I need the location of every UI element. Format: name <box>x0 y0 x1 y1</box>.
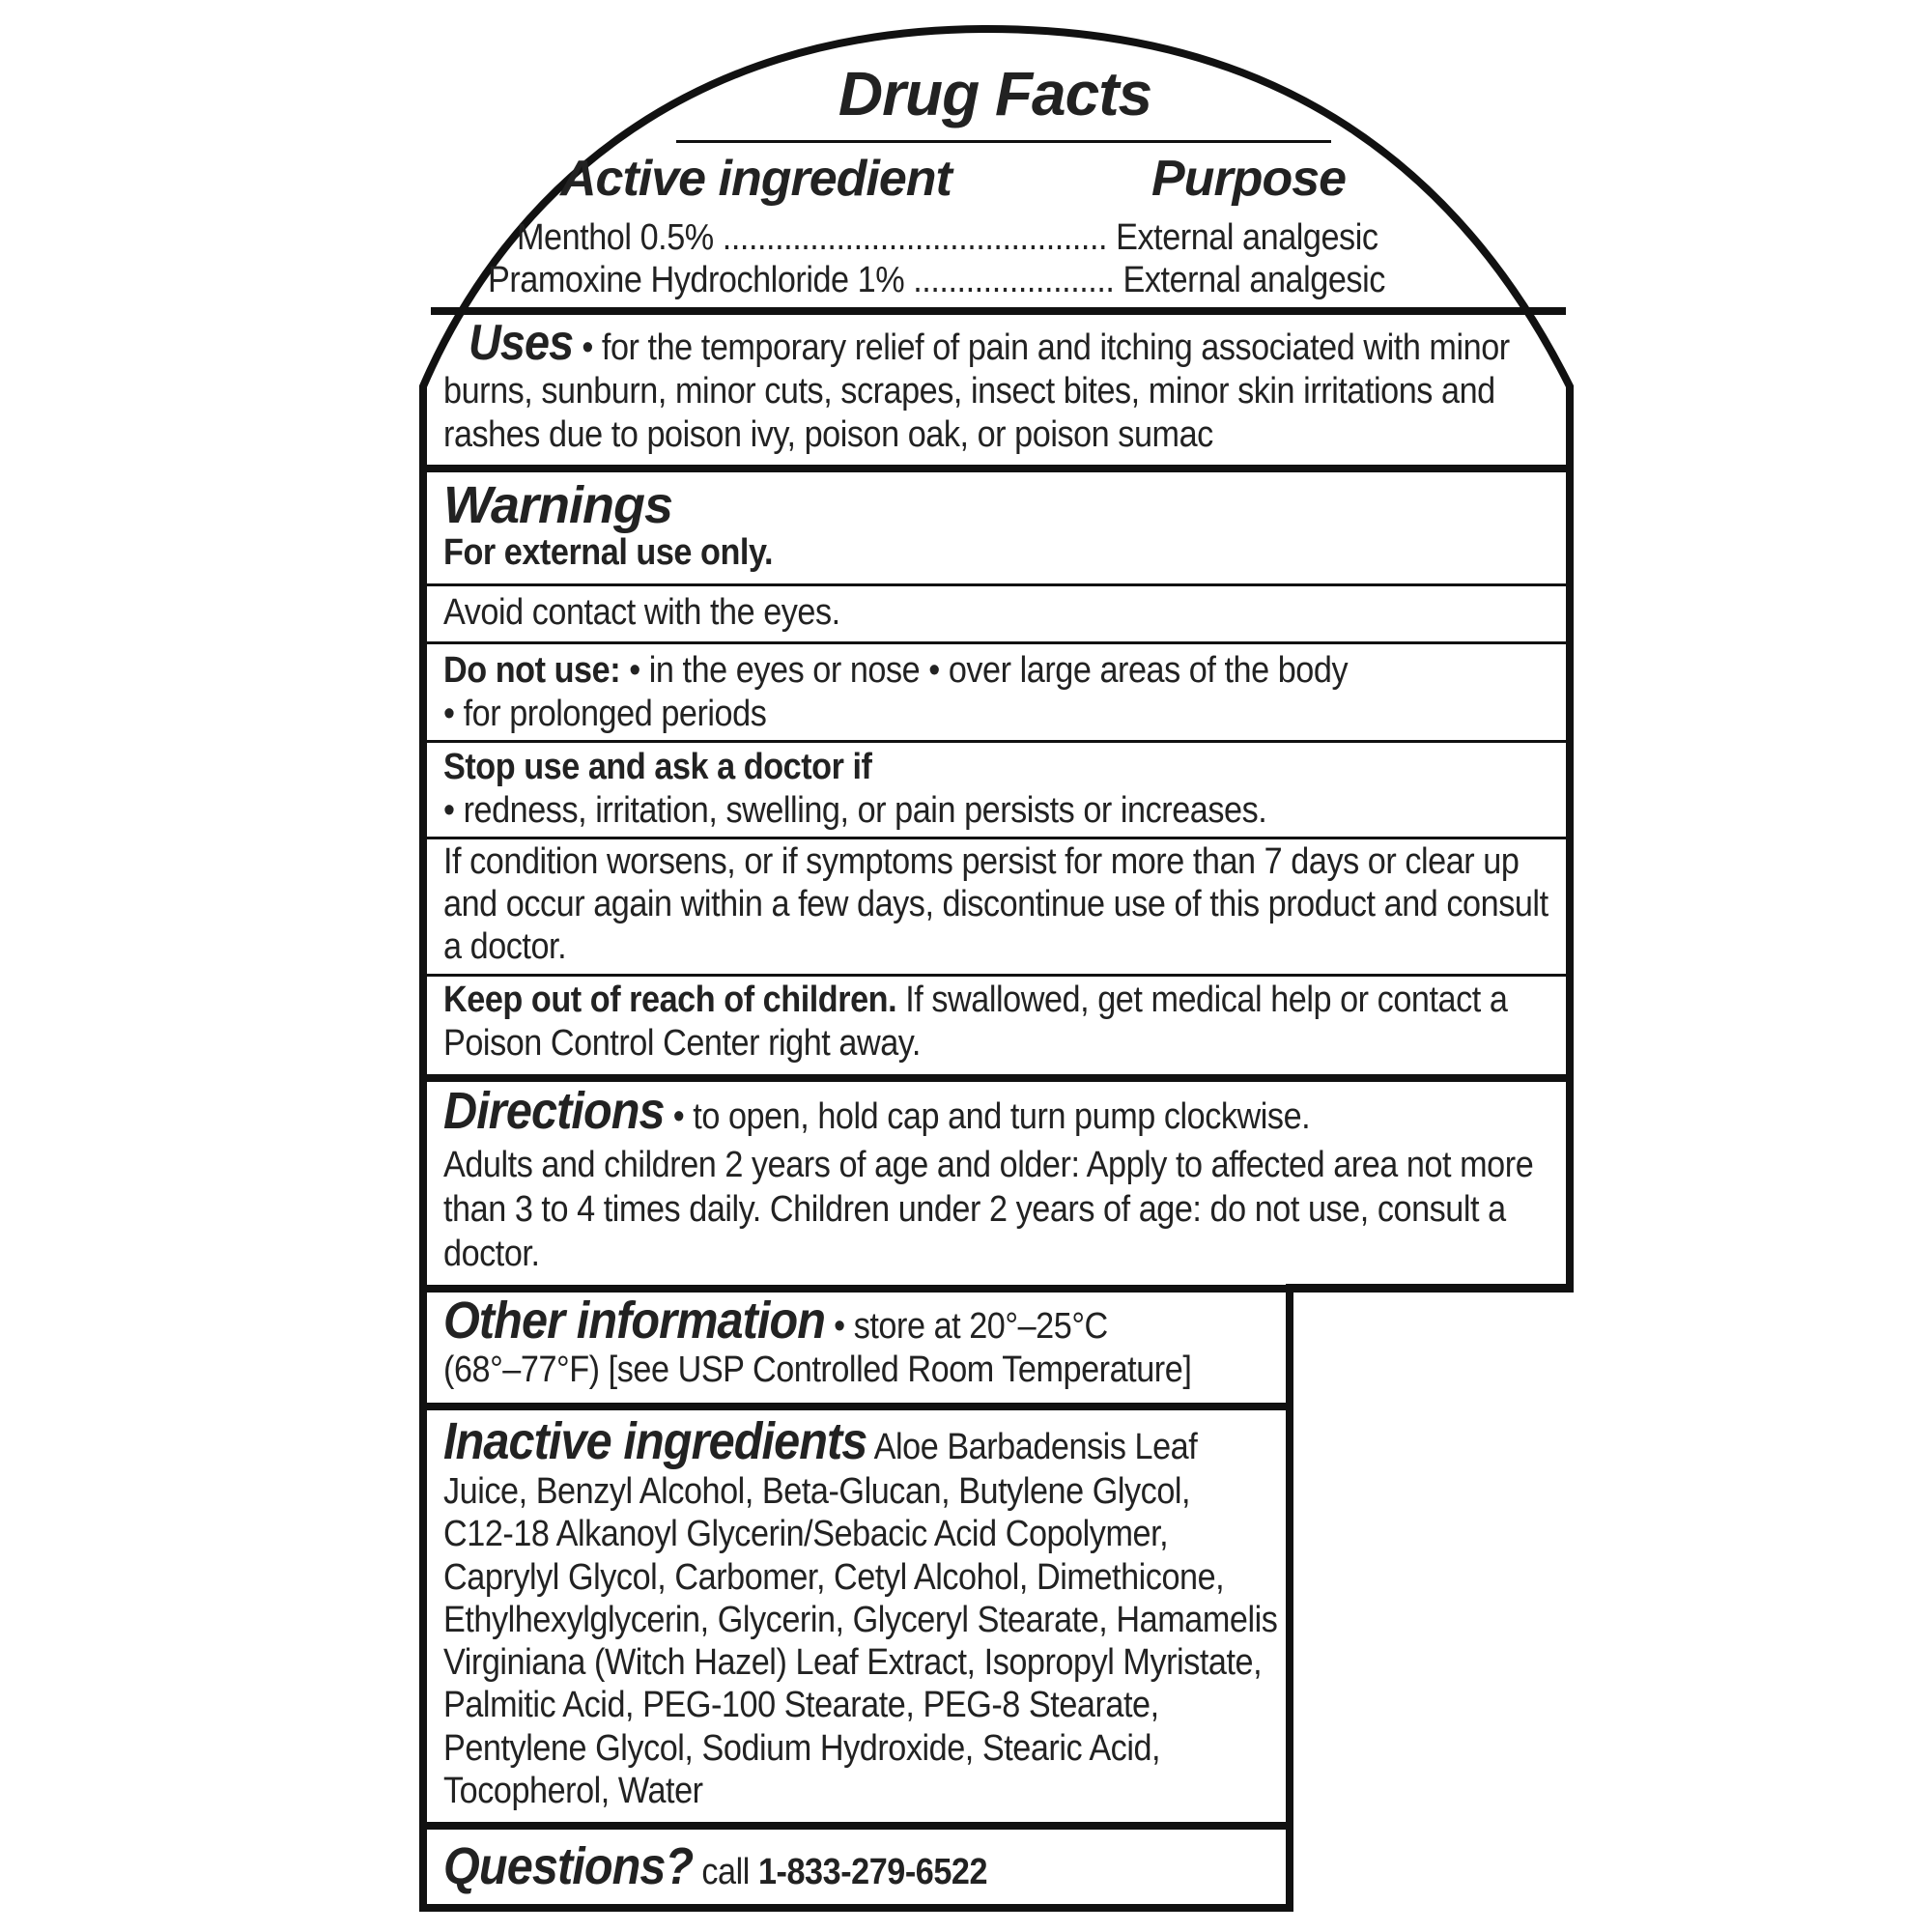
active-row-menthol <box>517 216 1378 260</box>
divider-warn-3 <box>423 740 1570 743</box>
dot-leader: ............................................ <box>722 217 1108 258</box>
divider-warn-2 <box>423 641 1570 644</box>
inactive-heading: Inactive ingredients <box>443 1412 867 1470</box>
do-not-use-line-2: • for prolonged periods <box>443 694 767 734</box>
keep-out-line-2: Poison Control Center right away. <box>443 1023 921 1064</box>
title-underline <box>676 140 1331 143</box>
stop-use-line: • redness, irritation, swelling, or pain persists or increases. <box>443 790 1267 831</box>
phone-number: 1-833-279-6522 <box>757 1852 988 1892</box>
keep-out-label: Keep out of reach of children. <box>443 980 897 1020</box>
dot-leader: ....................... <box>913 260 1115 300</box>
condition-line-2: and occur again within a few days, discontinue use of this product and consult <box>443 884 1548 924</box>
inactive-line-1: Inactive ingredients Aloe Barbadensis Leaf <box>443 1412 1198 1470</box>
inactive-line-9: Tocopherol, Water <box>443 1771 703 1811</box>
directions-line-3: than 3 to 4 times daily. Children under 2 years of age: do not use, consult a <box>443 1189 1506 1230</box>
active-row-pramoxine <box>488 259 1385 302</box>
directions-line-1: Directions • to open, hold cap and turn pump clockwise. <box>443 1082 1311 1140</box>
ingredient-name: Menthol 0.5% <box>517 217 714 258</box>
uses-line-2: burns, sunburn, minor cuts, scrapes, insect bites, minor skin irritations and <box>443 371 1495 412</box>
warnings-heading: Warnings <box>443 476 673 534</box>
active-ingredient-heading: Active ingredient <box>560 151 952 207</box>
divider-warnings-directions <box>423 1074 1570 1082</box>
stop-use-label: Stop use and ask a doctor if <box>443 747 872 787</box>
divider-inactive-questions <box>423 1822 1293 1830</box>
inactive-line-2: Juice, Benzyl Alcohol, Beta-Glucan, Butylene Glycol, <box>443 1471 1191 1512</box>
inactive-line-5: Ethylhexylglycerin, Glycerin, Glyceryl Stearate, Hamamelis <box>443 1600 1278 1640</box>
divider-warn-5 <box>423 974 1570 977</box>
divider-warn-4 <box>423 837 1570 839</box>
call-text: call <box>701 1852 750 1892</box>
divider-warn-1 <box>423 583 1570 586</box>
keep-out-line-1: Keep out of reach of children. If swallowed, get medical help or contact a <box>443 980 1508 1020</box>
directions-line-2: Adults and children 2 years of age and older: Apply to affected area not more <box>443 1145 1534 1185</box>
ingredient-purpose: External analgesic <box>1122 260 1385 300</box>
directions-heading: Directions <box>443 1082 665 1140</box>
other-info-line-1: Other information • store at 20°–25°C <box>443 1292 1108 1350</box>
external-use-only: For external use only. <box>443 532 774 573</box>
questions-heading: Questions? <box>443 1837 694 1895</box>
divider-uses-warnings <box>423 465 1570 472</box>
uses-heading: Uses <box>469 315 574 371</box>
purpose-heading: Purpose <box>1151 151 1347 207</box>
ingredient-purpose: External analgesic <box>1116 217 1378 258</box>
avoid-eyes: Avoid contact with the eyes. <box>443 592 840 633</box>
other-info-line-2: (68°–77°F) [see USP Controlled Room Temperature] <box>443 1350 1192 1390</box>
ingredient-name: Pramoxine Hydrochloride 1% <box>488 260 905 300</box>
other-info-heading: Other information <box>443 1292 826 1350</box>
uses-line-3: rashes due to poison ivy, poison oak, or poison sumac <box>443 414 1213 455</box>
condition-line-3: a doctor. <box>443 926 567 967</box>
divider-active-uses <box>431 307 1566 315</box>
inactive-line-8: Pentylene Glycol, Sodium Hydroxide, Stearic Acid, <box>443 1728 1161 1769</box>
condition-line-1: If condition worsens, or if symptoms persist for more than 7 days or clear up <box>443 841 1520 882</box>
directions-line-4: doctor. <box>443 1234 540 1274</box>
divider-other-inactive <box>423 1403 1293 1410</box>
do-not-use-label: Do not use: <box>443 650 621 691</box>
drug-facts-title: Drug Facts <box>838 59 1152 128</box>
uses-line-1: Uses • for the temporary relief of pain and itching associated with minor <box>469 315 1510 371</box>
do-not-use-line-1: Do not use: • in the eyes or nose • over large areas of the body <box>443 650 1349 691</box>
inactive-line-6: Virginiana (Witch Hazel) Leaf Extract, Isopropyl Myristate, <box>443 1642 1263 1683</box>
inactive-line-7: Palmitic Acid, PEG-100 Stearate, PEG-8 Stearate, <box>443 1685 1159 1725</box>
questions-line <box>443 1837 988 1895</box>
inactive-line-4: Caprylyl Glycol, Carbomer, Cetyl Alcohol, Dimethicone, <box>443 1557 1225 1598</box>
inactive-line-3: C12-18 Alkanoyl Glycerin/Sebacic Acid Copolymer, <box>443 1514 1169 1554</box>
